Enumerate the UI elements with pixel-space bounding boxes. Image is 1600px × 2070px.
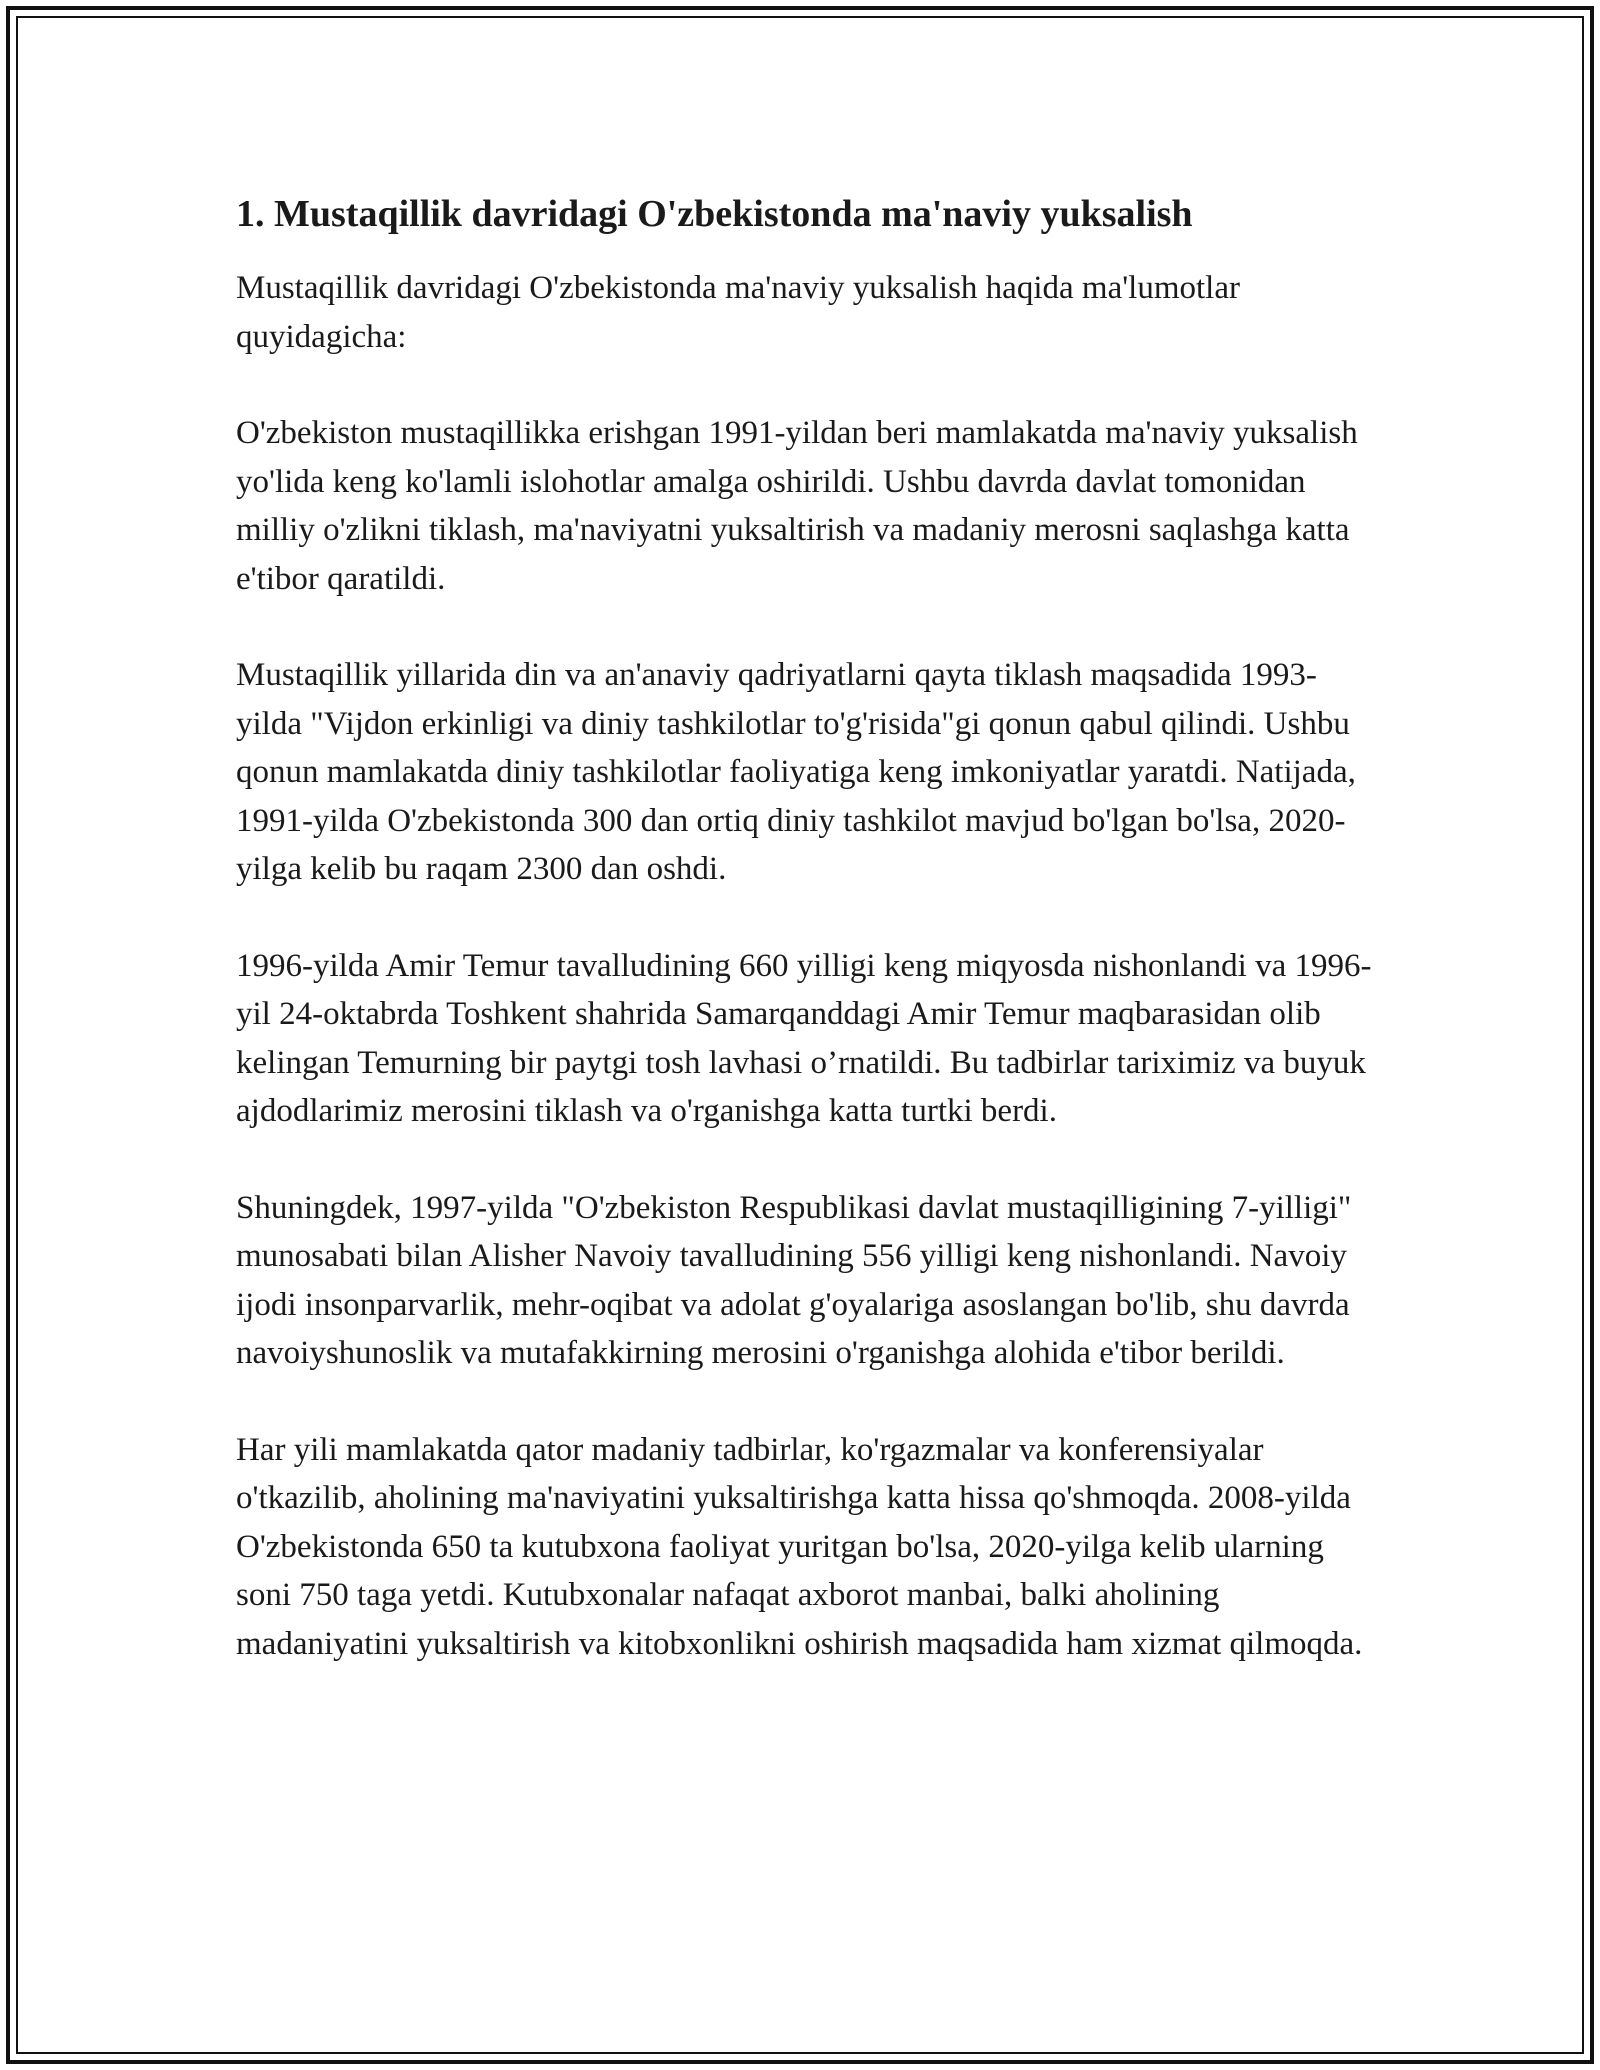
paragraph-religious-freedom-law: Mustaqillik yillarida din va an'anaviy qadriyatlarni qayta tiklash maqsadida 1993-yilda "Vijdon erkinligi va diniy tashkilotlar to'g'risida"gi qonun qabul qilindi. Ushbu qonun mamlakatda diniy tashkilotlar faoliyatiga keng imkoniyatlar yaratdi. Natijada, 1991-yilda O'zbekistonda 300 dan ortiq diniy tashkilot mavjud bo'lgan bo'lsa, 2020-yilga kelib bu raqam 2300 dan oshdi. bbox=[236, 657, 1356, 887]
paragraph-independence-reforms: O'zbekiston mustaqillikka erishgan 1991-yildan beri mamlakatda ma'naviy yuksalish yo'lida keng ko'lamli islohotlar amalga oshirildi. Ushbu davrda davlat tomonidan milliy o'zlikni tiklash, ma'naviyatni yuksaltirish va madaniy merosni saqlashga katta e'tibor qaratildi. bbox=[236, 415, 1358, 597]
paragraph-intro: Mustaqillik davridagi O'zbekistonda ma'naviy yuksalish haqida ma'lumotlar quyidagicha: bbox=[236, 270, 1240, 355]
paragraph-amir-temur: 1996-yilda Amir Temur tavalludining 660 yilligi keng miqyosda nishonlandi va 1996-yil 24-oktabrda Toshkent shahrida Samarqanddagi Amir Temur maqbarasidan olib kelingan Temurning bir paytgi tosh lavhasi o’rnatildi. Bu tadbirlar tariximiz va buyuk ajdodlarimiz merosini tiklash va o'rganishga katta turtki berdi. bbox=[236, 947, 1372, 1129]
document-title: 1. Mustaqillik davridagi O'zbekistonda ma'naviy yuksalish bbox=[236, 193, 1193, 235]
document-body bbox=[236, 186, 1376, 1716]
paragraph-cultural-events-libraries: Har yili mamlakatda qator madaniy tadbirlar, ko'rgazmalar va konferensiyalar o'tkazilib, aholining ma'naviyatini yuksaltirishga katta hissa qo'shmoqda. 2008-yilda O'zbekistonda 650 ta kutubxona faoliyat yuritgan bo'lsa, 2020-yilga kelib ularning soni 750 taga yetdi. Kutubxonalar nafaqat axborot manbai, balki aholining madaniyatini yuksaltirish va kitobxonlikni oshirish maqsadida ham xizmat qilmoqda. bbox=[236, 1431, 1363, 1662]
paragraph-alisher-navoiy: Shuningdek, 1997-yilda "O'zbekiston Respublikasi davlat mustaqilligining 7-yilligi" munosabati bilan Alisher Navoiy tavalludining 556 yilligi keng nishonlandi. Navoiy ijodi insonparvarlik, mehr-oqibat va adolat g'oyalariga asoslangan bo'lib, shu davrda navoiyshunoslik va mutafakkirning merosini o'rganishga alohida e'tibor berildi. bbox=[236, 1189, 1352, 1371]
